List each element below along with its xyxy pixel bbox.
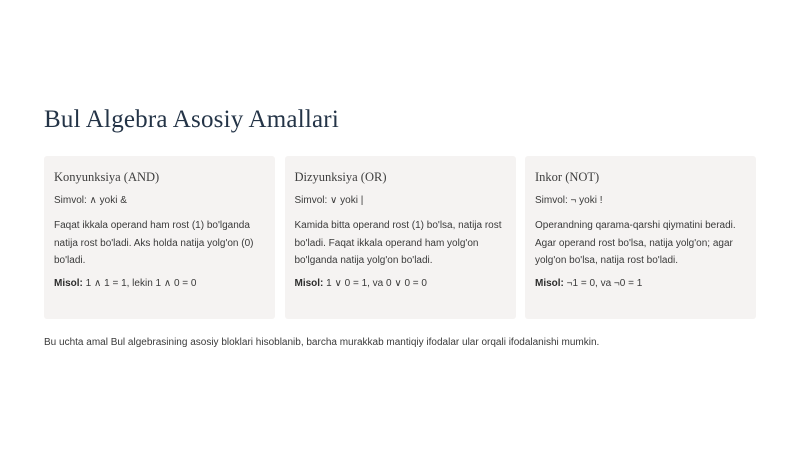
summary-text: Bu uchta amal Bul algebrasining asosiy bloklari hisoblanib, barcha murakkab mantiqiy ifodalar ular orqali ifodalanishi mumkin.	[44, 337, 600, 348]
card-example	[295, 277, 506, 291]
card-description: Kamida bitta operand rost (1) bo'lsa, natija rost bo'ladi. Faqat ikkala operand ham yolg'on bo'lganda natija yolg'on bo'ladi.	[294, 220, 502, 266]
card-and	[44, 156, 275, 319]
card-symbol: Simvol: ∨ yoki |	[294, 195, 364, 206]
example-text: 1 ∧ 1 = 1, lekin 1 ∧ 0 = 0	[85, 277, 197, 289]
example-text: 1 ∨ 0 = 1, va 0 ∨ 0 = 0	[326, 277, 427, 289]
card-description: Operandning qarama-qarshi qiymatini beradi. Agar operand rost bo'lsa, natija yolg'on; agar yolg'on bo'lsa, natija rost bo'ladi.	[535, 220, 736, 266]
example-label: Misol:	[535, 277, 564, 289]
card-title: Konyunksiya (AND)	[54, 170, 160, 184]
operations-cards	[44, 156, 756, 319]
card-symbol: Simvol: ¬ yoki !	[535, 195, 603, 206]
example-label: Misol:	[54, 277, 83, 289]
card-or	[285, 156, 516, 319]
example-text: ¬1 = 0, va ¬0 = 1	[566, 277, 643, 289]
card-title: Dizyunksiya (OR)	[294, 170, 387, 184]
page-title: Bul Algebra Asosiy Amallari	[44, 106, 339, 133]
card-example	[54, 277, 265, 291]
card-not	[525, 156, 756, 319]
card-example	[535, 277, 746, 291]
card-symbol: Simvol: ∧ yoki &	[54, 195, 127, 206]
card-title: Inkor (NOT)	[535, 170, 600, 184]
card-description: Faqat ikkala operand ham rost (1) bo'lganda natija rost bo'ladi. Aks holda natija yolg'on (0) bo'ladi.	[54, 220, 254, 266]
example-label: Misol:	[294, 277, 324, 289]
page-content	[44, 0, 756, 450]
